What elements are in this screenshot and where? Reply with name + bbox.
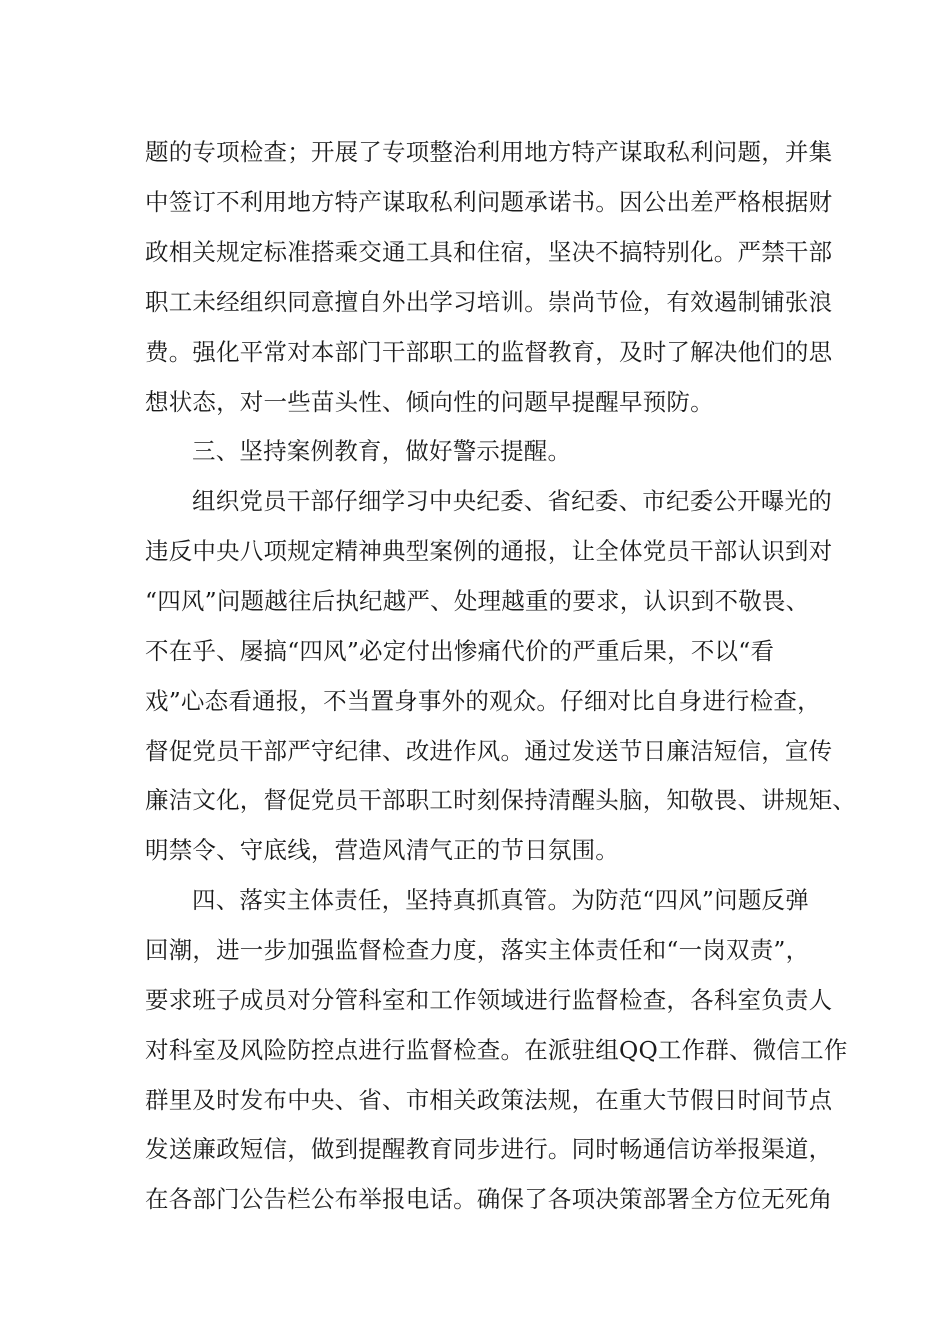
text-line: 督促党员干部严守纪律、改进作风。通过发送节日廉洁短信，宣传 [145, 737, 833, 765]
text-line: 廉洁文化，督促党员干部职工时刻保持清醒头脑，知敬畏、讲规矩、 [145, 786, 856, 814]
text-line: 中签订不利用地方特产谋取私利问题承诺书。因公出差严格根据财 [145, 188, 833, 216]
text-line: 对科室及风险防控点进行监督检查。在派驻组QQ工作群、微信工作 [145, 1036, 848, 1064]
text-line: 戏”心态看通报，不当置身事外的观众。仔细对比自身进行检查， [145, 687, 821, 715]
text-line: 想状态，对一些苗头性、倾向性的问题早提醒早预防。 [145, 388, 714, 416]
text-line: 群里及时发布中央、省、市相关政策法规，在重大节假日时间节点 [145, 1086, 833, 1114]
text-line: 职工未经组织同意擅自外出学习培训。崇尚节俭，有效遏制铺张浪 [145, 288, 833, 316]
text-line: 发送廉政短信，做到提醒教育同步进行。同时畅通信访举报渠道， [145, 1135, 833, 1163]
text-line: 违反中央八项规定精神典型案例的通报，让全体党员干部认识到对 [145, 537, 833, 565]
text-line: 回潮，进一步加强监督检查力度，落实主体责任和“一岗双责”， [145, 936, 810, 964]
section-heading: 四、落实主体责任，坚持真抓真管。为防范“四风”问题反弹 [192, 886, 809, 914]
text-line: 不在乎、屡搞“四风”必定付出惨痛代价的严重后果，不以“看 [145, 637, 775, 665]
text-line: 政相关规定标准搭乘交通工具和住宿，坚决不搞特别化。严禁干部 [145, 238, 833, 266]
text-line: 要求班子成员对分管科室和工作领域进行监督检查，各科室负责人 [145, 986, 833, 1014]
section-heading: 三、坚持案例教育，做好警示提醒。 [192, 437, 572, 465]
text-line: 在各部门公告栏公布举报电话。确保了各项决策部署全方位无死角 [145, 1185, 833, 1213]
text-line: 题的专项检查；开展了专项整治利用地方特产谋取私利问题，并集 [145, 138, 833, 166]
text-line: “四风”问题越往后执纪越严、处理越重的要求，认识到不敬畏、 [145, 587, 810, 615]
text-line: 明禁令、守底线，营造风清气正的节日氛围。 [145, 836, 619, 864]
text-line: 费。强化平常对本部门干部职工的监督教育，及时了解决他们的思 [145, 338, 833, 366]
paragraph-first-line: 组织党员干部仔细学习中央纪委、省纪委、市纪委公开曝光的 [192, 487, 832, 515]
